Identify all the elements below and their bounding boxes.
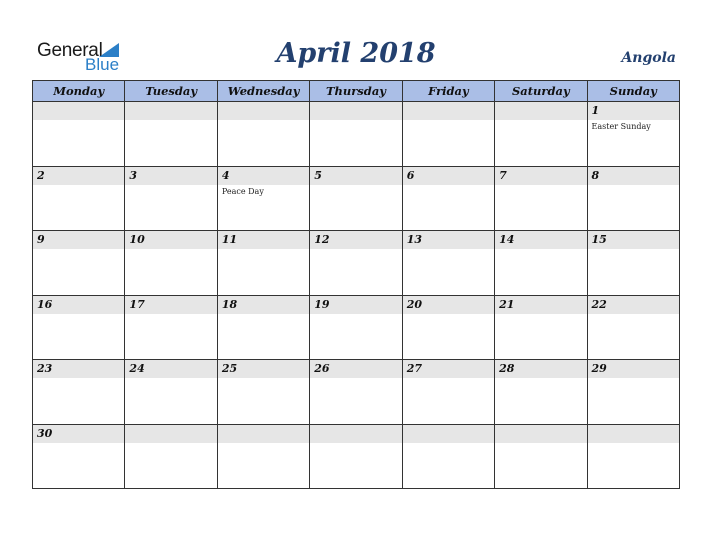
day-cell [403,360,495,424]
day-cell [310,296,402,360]
weekday-wednesday: Wednesday [218,81,310,101]
week-row [33,360,679,425]
day-header-band [310,167,401,185]
calendar-grid [32,80,680,489]
day-cell [495,360,587,424]
weekday-sunday: Sunday [609,84,657,98]
weekday-monday: Monday [33,81,125,101]
week-row [33,102,679,167]
day-header-band [403,167,494,185]
day-cell [310,102,402,166]
day-header-band [33,167,124,185]
day-header-band [588,102,679,120]
day-cell [310,360,402,424]
day-header-band [588,425,679,443]
day-header-band [125,167,216,185]
day-cell [33,231,125,295]
day-cell [125,425,217,490]
day-cell [218,360,310,424]
day-cell [588,102,679,166]
day-cell [588,425,679,490]
day-header-band [218,425,309,443]
day-number: 22 [591,297,607,311]
week-row [33,296,679,361]
day-cell [125,360,217,424]
day-cell [218,231,310,295]
day-number: 30 [37,426,53,440]
weekday-saturday: Saturday [495,81,587,101]
day-cell [218,102,310,166]
weekday-friday: Friday [403,81,495,101]
day-number: 24 [129,362,145,375]
day-header-band [125,102,216,120]
week-row [33,167,679,232]
page-title: April 2018 [276,38,436,69]
day-cell [33,296,125,360]
day-cell [588,231,679,295]
day-number: 6 [406,168,415,182]
day-number: 15 [591,233,607,246]
weekday-header [33,81,679,102]
day-number: 21 [499,297,515,311]
day-cell [588,167,679,231]
logo-text-general: General [37,40,103,61]
day-cell [495,296,587,360]
day-cell [125,231,217,295]
day-header-band [218,167,309,185]
day-number: 12 [314,233,330,246]
day-cell [33,102,125,166]
day-cell [310,425,402,490]
day-number: 26 [314,362,330,375]
week-row [33,231,679,296]
day-number: 4 [221,168,230,182]
day-number: 3 [129,168,138,182]
day-cell [125,102,217,166]
day-cell [495,425,587,490]
day-number: 16 [37,297,53,311]
day-number: 9 [37,233,45,246]
day-header-band [125,425,216,443]
day-number: 10 [129,233,145,246]
day-cell [403,102,495,166]
day-header-band [33,102,124,120]
day-cell [33,360,125,424]
day-number: 23 [37,362,53,375]
day-cell [310,167,402,231]
day-header-band [495,167,586,185]
day-cell [310,231,402,295]
day-number: 14 [499,233,515,246]
day-number: 19 [314,297,330,311]
day-cell [403,231,495,295]
week-row [33,425,679,490]
day-header-band [33,231,124,249]
day-event: Peace Day [221,186,264,196]
day-number: 28 [499,362,515,375]
day-header-band [495,102,586,120]
weekday-thursday: Thursday [310,81,402,101]
day-header-band [403,425,494,443]
day-number: 20 [406,297,422,311]
day-cell [495,102,587,166]
day-cell [33,167,125,231]
day-header-band [310,102,401,120]
day-cell [125,167,217,231]
country-name: Angola [621,50,676,66]
day-cell [33,425,125,490]
day-number: 7 [499,168,507,182]
day-number: 25 [221,362,238,375]
day-cell [218,296,310,360]
day-header-band [310,425,401,443]
day-header-band [403,102,494,120]
weekday-tuesday: Tuesday [125,81,217,101]
day-event: Easter Sunday [591,122,651,131]
day-cell [403,425,495,490]
day-number: 2 [37,168,45,182]
day-cell [125,296,217,360]
day-cell [403,296,495,360]
day-cell [588,360,679,424]
day-cell [218,425,310,490]
day-number: 11 [221,233,238,246]
day-header-band [588,167,679,185]
day-number: 18 [221,297,238,311]
day-cell [403,167,495,231]
day-header-band [218,102,309,120]
day-number: 5 [314,168,322,182]
day-number: 29 [591,362,607,375]
day-cell [495,167,587,231]
day-number: 8 [591,168,600,182]
day-number: 27 [406,362,422,375]
day-header-band [495,425,586,443]
day-number: 13 [406,233,422,246]
day-number: 17 [129,297,145,311]
day-cell [218,167,310,231]
logo-text-blue: Blue [85,55,120,74]
day-cell [495,231,587,295]
day-cell [588,296,679,360]
day-number: 1 [591,104,600,117]
